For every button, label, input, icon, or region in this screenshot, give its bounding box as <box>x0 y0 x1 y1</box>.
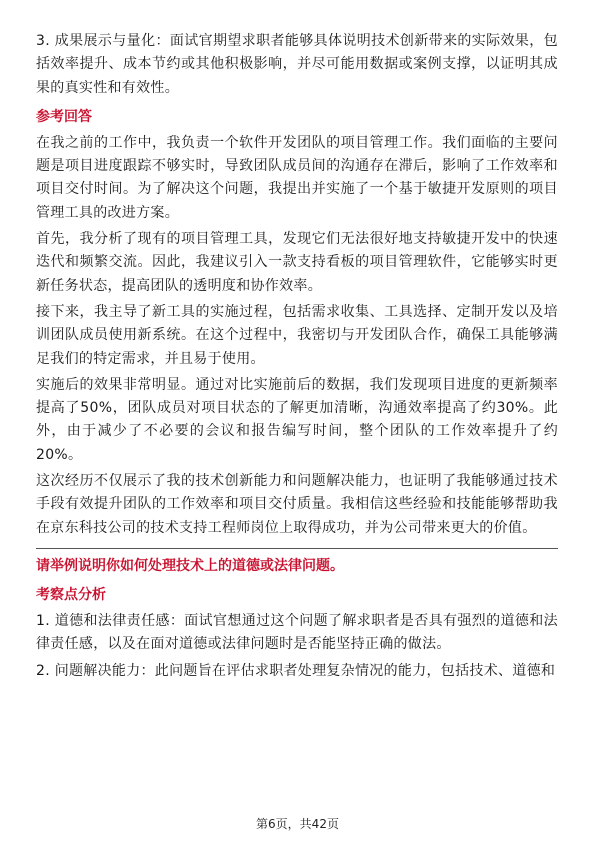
criteria-point-3: 3. 成果展示与量化：面试官期望求职者能够具体说明技术创新带来的实际效果，包括效率提升、成本节约或其他积极影响，并尽可能用数据或案例支撑，以证明其成果的真实性和有效性。 <box>36 33 558 96</box>
page-number: 第6页，共42页 <box>256 817 339 831</box>
analysis-heading: 考察点分析 <box>36 586 106 603</box>
answer-paragraph: 这次经历不仅展示了我的技术创新能力和问题解决能力，也证明了我能够通过技术手段有效提升团队的工作效率和项目交付质量。我相信这些经验和技能能够帮助我在京东科技公司的技术支持工程师岗位上取得成功，并为公司带来更大的价值。 <box>36 473 558 536</box>
analysis-point: 1. 道德和法律责任感：面试官想通过这个问题了解求职者是否具有强烈的道德和法律责任感，以及在面对道德或法律问题时是否能坚持正确的做法。 <box>36 612 558 653</box>
section-divider <box>36 548 558 549</box>
page-content <box>36 30 558 686</box>
answer-paragraph: 首先，我分析了现有的项目管理工具，发现它们无法很好地支持敏捷开发中的快速迭代和频繁交流。因此，我建议引入一款支持看板的项目管理软件，它能够实时更新任务状态，提高团队的透明度和协作效率。 <box>36 231 558 294</box>
analysis-point: 2. 问题解决能力：此问题旨在评估求职者处理复杂情况的能力，包括技术、道德和 <box>36 662 556 679</box>
answer-paragraph: 实施后的效果非常明显。通过对比实施前后的数据，我们发现项目进度的更新频率提高了50%，团队成员对项目状态的了解更加清晰，沟通效率提高了约30%。此外，由于减少了不必要的会议和报告编写时间，整个团队的工作效率提升了约20%。 <box>36 376 558 463</box>
answer-paragraph: 接下来，我主导了新工具的实施过程，包括需求收集、工具选择、定制开发以及培训团队成员使用新系统。在这个过程中，我密切与开发团队合作，确保工具能够满足我们的特定需求，并且易于使用。 <box>36 303 558 367</box>
answer-paragraph: 在我之前的工作中，我负责一个软件开发团队的项目管理工作。我们面临的主要问题是项目进度跟踪不够实时，导致团队成员间的沟通存在滞后，影响了工作效率和项目交付时间。为了解决这个问题，我提出并实施了一个基于敏捷开发原则的项目管理工具的改进方案。 <box>36 134 558 221</box>
reference-answer-heading: 参考回答 <box>36 108 92 125</box>
question-title: 请举例说明你如何处理技术上的道德或法律问题。 <box>36 557 344 574</box>
